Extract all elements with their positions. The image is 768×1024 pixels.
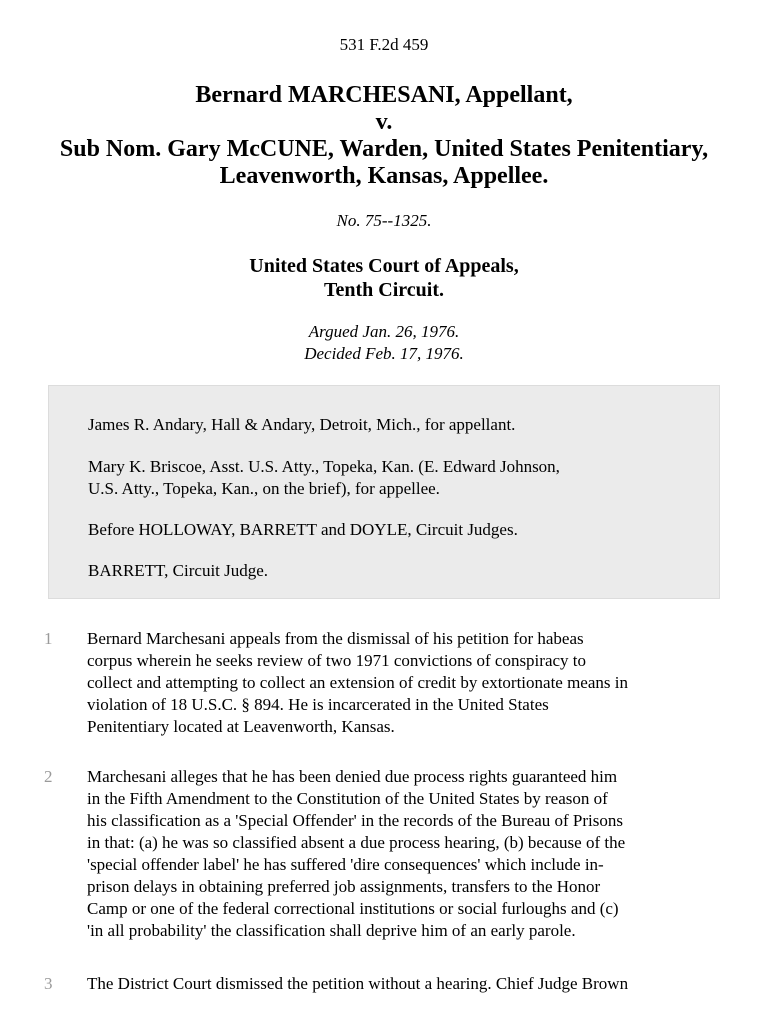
paragraph-line: in that: (a) he was so classified absent a due process hearing, (b) because of the xyxy=(87,833,626,852)
paragraph-line: violation of 18 U.S.C. § 894. He is incarcerated in the United States xyxy=(87,695,549,714)
paragraph-line: The District Court dismissed the petition without a hearing. Chief Judge Brown xyxy=(87,974,629,993)
argued-date: Argued Jan. 26, 1976. xyxy=(308,322,460,341)
opinion-author: BARRETT, Circuit Judge. xyxy=(88,561,269,580)
case-title-line-4: Leavenworth, Kansas, Appellee. xyxy=(219,163,549,189)
case-title-line-2: v. xyxy=(375,109,393,135)
paragraph-text xyxy=(87,628,727,738)
appellee-counsel-line-2: U.S. Atty., Topeka, Kan., on the brief), for appellee. xyxy=(88,479,440,498)
case-title-line-1: Bernard MARCHESANI, Appellant, xyxy=(195,82,573,108)
paragraph-line: in the Fifth Amendment to the Constitution of the United States by reason of xyxy=(87,789,608,808)
docket-number: No. 75--1325. xyxy=(336,211,432,230)
paragraph-number: 3 xyxy=(44,974,53,993)
case-title-line-3: Sub Nom. Gary McCUNE, Warden, United States Penitentiary, xyxy=(59,136,709,162)
paragraph-line: Bernard Marchesani appeals from the dismissal of his petition for habeas xyxy=(87,629,584,648)
paragraph-line: prison delays in obtaining preferred job assignments, transfers to the Honor xyxy=(87,877,601,896)
court-name xyxy=(0,254,768,302)
citation: 531 F.2d 459 xyxy=(339,35,429,54)
case-dates xyxy=(0,321,768,365)
appellee-counsel xyxy=(88,456,688,500)
paragraph-number: 2 xyxy=(44,767,53,786)
paragraph-line: 'special offender label' he has suffered 'dire consequences' which include in- xyxy=(87,855,604,874)
paragraph-line: Camp or one of the federal correctional institutions or social furloughs and (c) xyxy=(87,899,619,918)
paragraph-line: his classification as a 'Special Offender' in the records of the Bureau of Prisons xyxy=(87,811,623,830)
paragraph-line: Penitentiary located at Leavenworth, Kansas. xyxy=(87,717,395,736)
paragraph-line: corpus wherein he seeks review of two 1971 convictions of conspiracy to xyxy=(87,651,587,670)
judges-panel: Before HOLLOWAY, BARRETT and DOYLE, Circuit Judges. xyxy=(88,520,518,539)
case-title xyxy=(0,82,768,190)
paragraph-text xyxy=(87,973,727,995)
appellee-counsel-line-1: Mary K. Briscoe, Asst. U.S. Atty., Topeka, Kan. (E. Edward Johnson, xyxy=(88,457,560,476)
counsel-box xyxy=(48,385,720,599)
decided-date: Decided Feb. 17, 1976. xyxy=(304,344,464,363)
paragraph-line: Marchesani alleges that he has been denied due process rights guaranteed him xyxy=(87,767,618,786)
paragraph-line: collect and attempting to collect an extension of credit by extortionate means in xyxy=(87,673,628,692)
paragraph-line: 'in all probability' the classification shall deprive him of an early parole. xyxy=(87,921,576,940)
court-name-line-2: Tenth Circuit. xyxy=(323,279,445,301)
court-name-line-1: United States Court of Appeals, xyxy=(249,255,519,277)
paragraph-number: 1 xyxy=(44,629,53,648)
appellant-counsel: James R. Andary, Hall & Andary, Detroit, Mich., for appellant. xyxy=(88,415,516,434)
paragraph-text xyxy=(87,766,727,942)
